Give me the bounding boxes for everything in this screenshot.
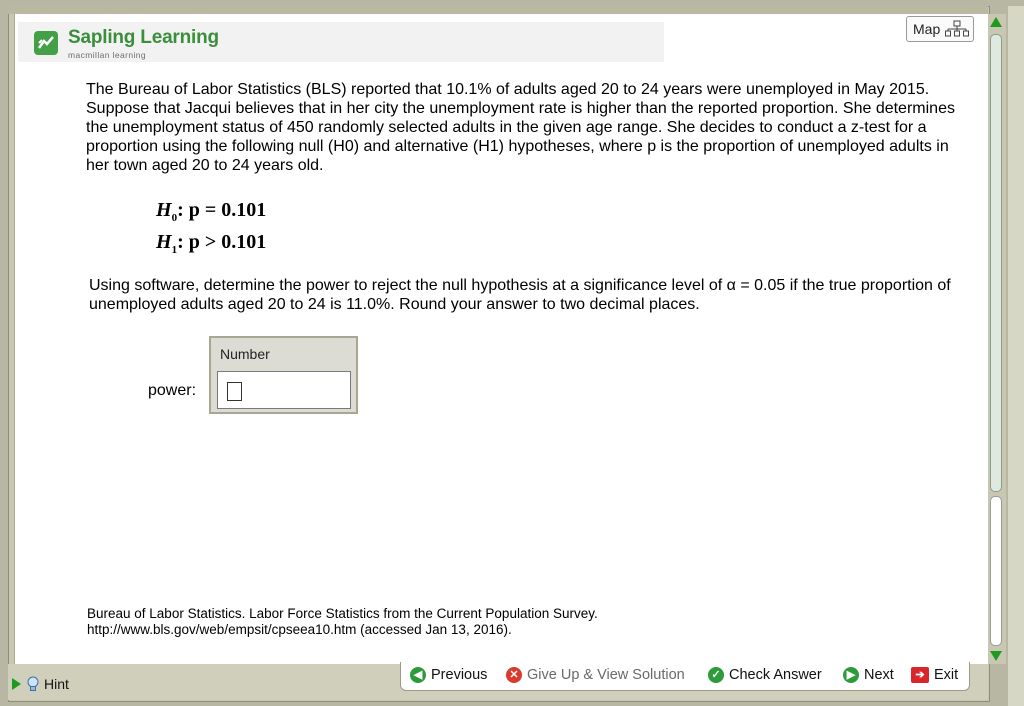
arrow-right-circle-icon: ▶ <box>843 667 859 683</box>
alternative-hypothesis <box>156 231 266 256</box>
previous-button[interactable] <box>410 667 487 683</box>
brand-subtitle: macmillan learning <box>68 50 147 60</box>
null-hypothesis-sub: 0 <box>171 212 178 224</box>
scroll-down-arrow-icon[interactable] <box>990 651 1002 661</box>
brand-name: Sapling Learning <box>68 27 219 48</box>
sitemap-icon <box>945 20 969 38</box>
previous-label: Previous <box>431 667 488 683</box>
question-task: Using software, determine the power to reject the null hypothesis at a significance level of α = 0.05 if the true proportion of unemployed adults aged 20 to 24 is 11.0%. Round your answer to two decimal places. <box>89 277 951 313</box>
reference-line-1: Bureau of Labor Statistics. Labor Force Statistics from the Current Population Survey. <box>87 606 598 621</box>
check-answer-button[interactable] <box>708 667 822 683</box>
arrow-left-circle-icon: ◀ <box>410 667 426 683</box>
number-box-label: Number <box>220 346 270 362</box>
expand-triangle-icon <box>12 678 21 690</box>
null-hypothesis-var: H <box>156 199 172 221</box>
scroll-up-arrow-icon[interactable] <box>990 17 1002 27</box>
alternative-hypothesis-sub: 1 <box>171 244 178 256</box>
give-up-button[interactable] <box>506 667 685 683</box>
give-up-label: Give Up & View Solution <box>527 667 685 683</box>
alternative-hypothesis-var: H <box>156 231 172 253</box>
x-circle-icon: ✕ <box>506 667 522 683</box>
power-label: power: <box>148 382 197 399</box>
exit-label: Exit <box>934 667 959 683</box>
reference-citation <box>87 606 598 638</box>
exit-door-icon: ➔ <box>911 667 929 683</box>
hint-button[interactable] <box>12 676 69 692</box>
right-pane <box>1008 6 1024 706</box>
next-button[interactable] <box>843 667 894 683</box>
null-hypothesis <box>156 199 266 224</box>
sapling-logo-icon <box>34 31 58 55</box>
question-intro: The Bureau of Labor Statistics (BLS) reported that 10.1% of adults aged 20 to 24 years were unemployed in May 2015. Suppose that Jacqui believes that in her city the unemployment rate is higher than the reported proportion. She determines the unemployment status of 450 randomly selected adults in the given age range. She decides to conduct a z-test for a proportion using the following null (H0) and alternative (H1) hypotheses, where p is the proportion of unemployed adults in her town aged 20 to 24 years old. <box>86 81 955 174</box>
reference-line-2: http://www.bls.gov/web/empsit/cpseea10.htm (accessed Jan 13, 2016). <box>87 622 512 637</box>
null-hypothesis-rel: : p = 0.101 <box>177 199 267 221</box>
check-answer-label: Check Answer <box>729 667 822 683</box>
lightbulb-icon <box>27 676 39 692</box>
scrollbar-thumb[interactable] <box>990 34 1002 492</box>
power-input[interactable] <box>217 371 351 409</box>
hint-label: Hint <box>44 676 69 692</box>
scrollbar-track-lower[interactable] <box>990 496 1002 646</box>
exit-button[interactable] <box>911 667 958 683</box>
input-cursor <box>227 382 242 401</box>
next-label: Next <box>864 667 894 683</box>
map-button[interactable] <box>906 16 974 42</box>
map-button-label: Map <box>913 21 941 37</box>
alternative-hypothesis-rel: : p > 0.101 <box>177 231 267 253</box>
check-circle-icon: ✓ <box>708 667 724 683</box>
top-bar <box>8 6 988 14</box>
